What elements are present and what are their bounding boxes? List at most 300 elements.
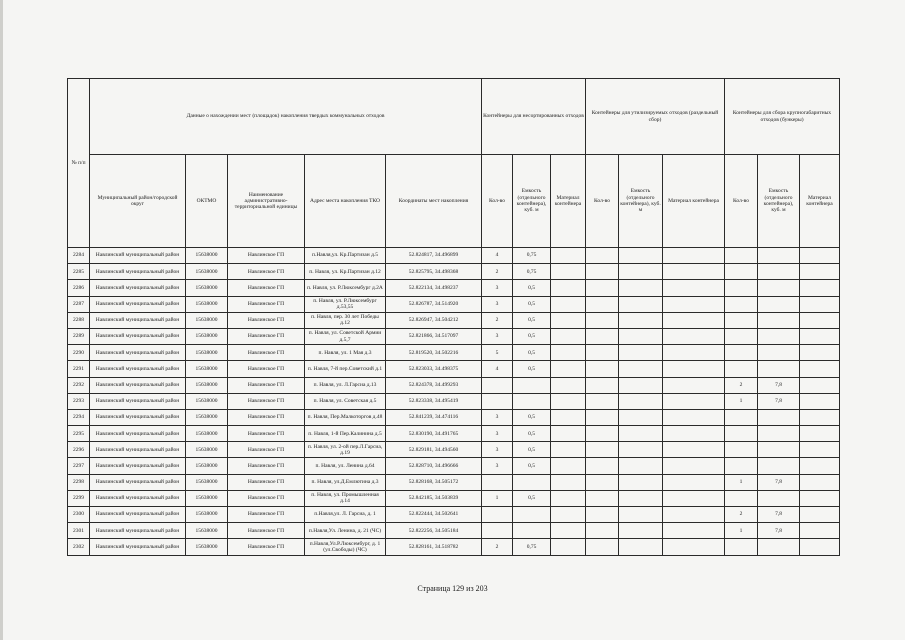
table-row <box>68 507 840 523</box>
unit-cell: Навлинское ГП <box>228 312 305 328</box>
bulky-material-cell <box>800 426 840 442</box>
unsorted-qty-cell <box>482 393 513 409</box>
recycle-qty-cell <box>586 490 619 506</box>
bulky-qty-cell: 1 <box>725 523 758 539</box>
bulky-capacity-cell <box>758 264 800 280</box>
unsorted-qty-cell <box>482 523 513 539</box>
coords-cell: 52.822134, 34.498237 <box>386 280 482 296</box>
district-cell: Навлинский муниципальный район <box>90 296 186 312</box>
coords-cell: 52.824817, 34.496899 <box>386 248 482 264</box>
address-cell: п. Навля, ул. Р.Люксембург д.53,55 <box>305 296 386 312</box>
row-number: 2287 <box>68 296 90 312</box>
oktmo-cell: 15638000 <box>186 345 228 361</box>
district-cell: Навлинский муниципальный район <box>90 490 186 506</box>
recycle-material-cell <box>663 442 725 458</box>
header-location-group: Данные о нахождении мест (площадок) накопления твердых коммунальных отходов <box>90 79 482 155</box>
unsorted-material-cell <box>551 507 586 523</box>
header-address: Адрес места накопления ТКО <box>305 155 386 248</box>
district-cell: Навлинский муниципальный район <box>90 507 186 523</box>
bulky-qty-cell <box>725 328 758 344</box>
recycle-material-cell <box>663 264 725 280</box>
unit-cell: Навлинское ГП <box>228 507 305 523</box>
unsorted-capacity-cell: 0,5 <box>513 280 551 296</box>
district-cell: Навлинский муниципальный район <box>90 393 186 409</box>
page-edge <box>0 0 3 640</box>
page-footer: Страница 129 из 203 <box>417 584 488 593</box>
oktmo-cell: 15638000 <box>186 409 228 425</box>
header-bulky-group: Контейнеры для сбора крупногабаритных отходов (бункеры) <box>725 79 840 155</box>
unsorted-capacity-cell: 0,75 <box>513 539 551 555</box>
unsorted-capacity-cell: 0,75 <box>513 264 551 280</box>
oktmo-cell: 15638000 <box>186 248 228 264</box>
bulky-qty-cell <box>725 345 758 361</box>
table-body <box>68 248 840 556</box>
unit-cell: Навлинское ГП <box>228 409 305 425</box>
bulky-material-cell <box>800 393 840 409</box>
oktmo-cell: 15638000 <box>186 328 228 344</box>
bulky-capacity-cell <box>758 248 800 264</box>
oktmo-cell: 15638000 <box>186 361 228 377</box>
unsorted-material-cell <box>551 393 586 409</box>
header-recycle-group: Контейнеры для утилизируемых отходов (раздельный сбор) <box>586 79 725 155</box>
unsorted-qty-cell <box>482 474 513 490</box>
district-cell: Навлинский муниципальный район <box>90 361 186 377</box>
header-oktmo: ОКТМО <box>186 155 228 248</box>
address-cell: п. Навля, ул. Ленина д.64 <box>305 458 386 474</box>
recycle-capacity-cell <box>619 539 663 555</box>
table-row <box>68 474 840 490</box>
table-row <box>68 312 840 328</box>
recycle-material-cell <box>663 523 725 539</box>
address-cell: п.Навля,ул. Л. Гарсиа, д. 1 <box>305 507 386 523</box>
recycle-capacity-cell <box>619 361 663 377</box>
address-cell: п. Навля, ул. Советской Армии д.5,7 <box>305 328 386 344</box>
bulky-material-cell <box>800 280 840 296</box>
unit-cell: Навлинское ГП <box>228 474 305 490</box>
bulky-material-cell <box>800 264 840 280</box>
recycle-material-cell <box>663 361 725 377</box>
unsorted-capacity-cell: 0,5 <box>513 345 551 361</box>
table-row <box>68 393 840 409</box>
unsorted-material-cell <box>551 248 586 264</box>
bulky-qty-cell: 2 <box>725 377 758 393</box>
bulky-capacity-cell: 7,8 <box>758 474 800 490</box>
address-cell: п. Навля, ул. 2-ой пер.Л.Гарсиа, д.19 <box>305 442 386 458</box>
unsorted-capacity-cell: 0,75 <box>513 248 551 264</box>
bulky-qty-cell <box>725 442 758 458</box>
coords-cell: 52.821866, 34.517097 <box>386 328 482 344</box>
coords-cell: 52.828161, 34.518782 <box>386 539 482 555</box>
recycle-qty-cell <box>586 248 619 264</box>
recycle-qty-cell <box>586 264 619 280</box>
recycle-material-cell <box>663 490 725 506</box>
district-cell: Навлинский муниципальный район <box>90 328 186 344</box>
header-recycle-capacity: Емкость (отдельного контейнера), куб. м <box>619 155 663 248</box>
recycle-capacity-cell <box>619 296 663 312</box>
unsorted-qty-cell: 3 <box>482 280 513 296</box>
district-cell: Навлинский муниципальный район <box>90 474 186 490</box>
row-number: 2289 <box>68 328 90 344</box>
row-number: 2295 <box>68 426 90 442</box>
address-cell: п. Навля, ул. 1 Мая д.3 <box>305 345 386 361</box>
bulky-material-cell <box>800 474 840 490</box>
table-row <box>68 490 840 506</box>
oktmo-cell: 15638000 <box>186 458 228 474</box>
header-bulky-qty: Кол-во <box>725 155 758 248</box>
unit-cell: Навлинское ГП <box>228 377 305 393</box>
unsorted-capacity-cell <box>513 523 551 539</box>
table-row <box>68 442 840 458</box>
unit-cell: Навлинское ГП <box>228 264 305 280</box>
oktmo-cell: 15638000 <box>186 490 228 506</box>
unsorted-qty-cell <box>482 377 513 393</box>
oktmo-cell: 15638000 <box>186 539 228 555</box>
bulky-capacity-cell <box>758 280 800 296</box>
unsorted-qty-cell: 3 <box>482 328 513 344</box>
header-bulky-capacity: Емкость (отдельного контейнера), куб. м <box>758 155 800 248</box>
bulky-qty-cell <box>725 248 758 264</box>
row-number: 2298 <box>68 474 90 490</box>
recycle-capacity-cell <box>619 377 663 393</box>
bulky-qty-cell <box>725 539 758 555</box>
recycle-qty-cell <box>586 409 619 425</box>
recycle-material-cell <box>663 458 725 474</box>
row-number: 2301 <box>68 523 90 539</box>
unsorted-material-cell <box>551 458 586 474</box>
table-row <box>68 426 840 442</box>
row-number: 2296 <box>68 442 90 458</box>
recycle-material-cell <box>663 507 725 523</box>
bulky-capacity-cell <box>758 539 800 555</box>
bulky-capacity-cell <box>758 345 800 361</box>
bulky-material-cell <box>800 248 840 264</box>
recycle-qty-cell <box>586 507 619 523</box>
unsorted-material-cell <box>551 474 586 490</box>
row-number: 2299 <box>68 490 90 506</box>
unsorted-capacity-cell <box>513 507 551 523</box>
recycle-material-cell <box>663 248 725 264</box>
recycle-capacity-cell <box>619 409 663 425</box>
recycle-qty-cell <box>586 458 619 474</box>
oktmo-cell: 15638000 <box>186 474 228 490</box>
district-cell: Навлинский муниципальный район <box>90 312 186 328</box>
recycle-material-cell <box>663 474 725 490</box>
recycle-capacity-cell <box>619 474 663 490</box>
unsorted-material-cell <box>551 345 586 361</box>
address-cell: п. Навля, пер. 30 лет Победы д.12 <box>305 312 386 328</box>
oktmo-cell: 15638000 <box>186 426 228 442</box>
coords-cell: 52.823338, 34.495419 <box>386 393 482 409</box>
bulky-capacity-cell <box>758 458 800 474</box>
unsorted-capacity-cell: 0,5 <box>513 490 551 506</box>
recycle-qty-cell <box>586 312 619 328</box>
unit-cell: Навлинское ГП <box>228 296 305 312</box>
address-cell: п.Навля,Ул.Р.Люксембург, д. 1 (ул.Свободы) (ЧС) <box>305 539 386 555</box>
bulky-qty-cell <box>725 409 758 425</box>
row-number: 2297 <box>68 458 90 474</box>
oktmo-cell: 15638000 <box>186 312 228 328</box>
unit-cell: Навлинское ГП <box>228 248 305 264</box>
unit-cell: Навлинское ГП <box>228 426 305 442</box>
unsorted-material-cell <box>551 539 586 555</box>
table-row <box>68 280 840 296</box>
district-cell: Навлинский муниципальный район <box>90 409 186 425</box>
bulky-capacity-cell <box>758 442 800 458</box>
row-number: 2286 <box>68 280 90 296</box>
recycle-qty-cell <box>586 328 619 344</box>
recycle-material-cell <box>663 393 725 409</box>
recycle-qty-cell <box>586 377 619 393</box>
unsorted-qty-cell: 1 <box>482 490 513 506</box>
unsorted-qty-cell: 2 <box>482 312 513 328</box>
coords-cell: 52.825795, 34.498368 <box>386 264 482 280</box>
row-number: 2290 <box>68 345 90 361</box>
district-cell: Навлинский муниципальный район <box>90 539 186 555</box>
unsorted-material-cell <box>551 296 586 312</box>
recycle-capacity-cell <box>619 426 663 442</box>
coords-cell: 52.824378, 34.499293 <box>386 377 482 393</box>
coords-cell: 52.826787, 34.514920 <box>386 296 482 312</box>
recycle-qty-cell <box>586 523 619 539</box>
unit-cell: Навлинское ГП <box>228 458 305 474</box>
bulky-material-cell <box>800 507 840 523</box>
district-cell: Навлинский муниципальный район <box>90 426 186 442</box>
unsorted-qty-cell: 3 <box>482 409 513 425</box>
unsorted-material-cell <box>551 442 586 458</box>
table-row <box>68 328 840 344</box>
unit-cell: Навлинское ГП <box>228 393 305 409</box>
unsorted-capacity-cell: 0,5 <box>513 312 551 328</box>
recycle-material-cell <box>663 296 725 312</box>
coords-cell: 52.826947, 34.504212 <box>386 312 482 328</box>
header-district: Муниципальный район/городской округ <box>90 155 186 248</box>
coords-cell: 52.822444, 34.502641 <box>386 507 482 523</box>
table-row <box>68 377 840 393</box>
bulky-capacity-cell <box>758 426 800 442</box>
unit-cell: Навлинское ГП <box>228 442 305 458</box>
recycle-material-cell <box>663 539 725 555</box>
unsorted-qty-cell: 2 <box>482 264 513 280</box>
unsorted-capacity-cell: 0,5 <box>513 426 551 442</box>
unit-cell: Навлинское ГП <box>228 539 305 555</box>
header-unit: Наименование административно-территориальной единицы <box>228 155 305 248</box>
unsorted-qty-cell: 3 <box>482 442 513 458</box>
unsorted-qty-cell: 3 <box>482 426 513 442</box>
unsorted-material-cell <box>551 426 586 442</box>
row-number: 2294 <box>68 409 90 425</box>
district-cell: Навлинский муниципальный район <box>90 442 186 458</box>
header-bulky-material: Материал контейнера <box>800 155 840 248</box>
bulky-qty-cell <box>725 296 758 312</box>
recycle-capacity-cell <box>619 328 663 344</box>
unsorted-capacity-cell: 0,5 <box>513 409 551 425</box>
bulky-qty-cell <box>725 280 758 296</box>
header-unsorted-group: Контейнеры для несортированных отходов <box>482 79 586 155</box>
row-number: 2285 <box>68 264 90 280</box>
recycle-capacity-cell <box>619 345 663 361</box>
district-cell: Навлинский муниципальный район <box>90 248 186 264</box>
address-cell: п.Навля,ул. Кр.Партизан д.5 <box>305 248 386 264</box>
recycle-material-cell <box>663 409 725 425</box>
unsorted-capacity-cell: 0,5 <box>513 458 551 474</box>
unsorted-capacity-cell <box>513 377 551 393</box>
oktmo-cell: 15638000 <box>186 442 228 458</box>
bulky-capacity-cell <box>758 296 800 312</box>
row-number: 2300 <box>68 507 90 523</box>
recycle-qty-cell <box>586 474 619 490</box>
header-coords: Координаты мест накопления <box>386 155 482 248</box>
district-cell: Навлинский муниципальный район <box>90 264 186 280</box>
address-cell: п. Навля, Пер.Малкоторгов д.48 <box>305 409 386 425</box>
bulky-material-cell <box>800 539 840 555</box>
recycle-material-cell <box>663 312 725 328</box>
bulky-capacity-cell: 7,8 <box>758 393 800 409</box>
bulky-capacity-cell <box>758 328 800 344</box>
bulky-qty-cell: 2 <box>725 507 758 523</box>
row-number: 2292 <box>68 377 90 393</box>
oktmo-cell: 15638000 <box>186 264 228 280</box>
unsorted-qty-cell: 3 <box>482 458 513 474</box>
district-cell: Навлинский муниципальный район <box>90 345 186 361</box>
row-number: 2302 <box>68 539 90 555</box>
unsorted-qty-cell: 3 <box>482 296 513 312</box>
recycle-qty-cell <box>586 296 619 312</box>
unsorted-material-cell <box>551 409 586 425</box>
bulky-qty-cell <box>725 426 758 442</box>
bulky-material-cell <box>800 442 840 458</box>
district-cell: Навлинский муниципальный район <box>90 377 186 393</box>
bulky-material-cell <box>800 328 840 344</box>
coords-cell: 52.828710, 34.496666 <box>386 458 482 474</box>
recycle-material-cell <box>663 328 725 344</box>
coords-cell: 52.822256, 34.505184 <box>386 523 482 539</box>
coords-cell: 52.823033, 34.498375 <box>386 361 482 377</box>
recycle-material-cell <box>663 345 725 361</box>
table-row <box>68 523 840 539</box>
bulky-qty-cell <box>725 458 758 474</box>
header-recycle-material: Материал контейнера <box>663 155 725 248</box>
header-unsorted-material: Материал контейнера <box>551 155 586 248</box>
address-cell: п. Навля, 7-й пер.Советский д.1 <box>305 361 386 377</box>
bulky-capacity-cell <box>758 361 800 377</box>
recycle-qty-cell <box>586 280 619 296</box>
bulky-qty-cell <box>725 312 758 328</box>
header-num: № п/п <box>68 79 90 248</box>
unsorted-capacity-cell: 0,5 <box>513 442 551 458</box>
unit-cell: Навлинское ГП <box>228 523 305 539</box>
row-number: 2284 <box>68 248 90 264</box>
recycle-qty-cell <box>586 539 619 555</box>
bulky-capacity-cell: 7,8 <box>758 523 800 539</box>
unsorted-capacity-cell: 0,5 <box>513 361 551 377</box>
address-cell: п. Навля, ул. Кр.Партизан д.12 <box>305 264 386 280</box>
recycle-qty-cell <box>586 442 619 458</box>
coords-cell: 52.841239, 34.474116 <box>386 409 482 425</box>
header-unsorted-capacity: Емкость (отдельного контейнера), куб. м <box>513 155 551 248</box>
address-cell: п. Навля, ул. Л.Гарсиа д.13 <box>305 377 386 393</box>
recycle-capacity-cell <box>619 442 663 458</box>
bulky-qty-cell <box>725 264 758 280</box>
address-cell: п. Навля, ул. Промышленная д.14 <box>305 490 386 506</box>
recycle-qty-cell <box>586 393 619 409</box>
recycle-capacity-cell <box>619 490 663 506</box>
unit-cell: Навлинское ГП <box>228 328 305 344</box>
unit-cell: Навлинское ГП <box>228 361 305 377</box>
unsorted-material-cell <box>551 377 586 393</box>
recycle-capacity-cell <box>619 248 663 264</box>
recycle-capacity-cell <box>619 507 663 523</box>
unit-cell: Навлинское ГП <box>228 280 305 296</box>
bulky-qty-cell: 1 <box>725 393 758 409</box>
oktmo-cell: 15638000 <box>186 523 228 539</box>
recycle-capacity-cell <box>619 458 663 474</box>
unsorted-material-cell <box>551 312 586 328</box>
coords-cell: 52.819520, 34.502216 <box>386 345 482 361</box>
row-number: 2291 <box>68 361 90 377</box>
unsorted-qty-cell: 4 <box>482 248 513 264</box>
oktmo-cell: 15638000 <box>186 296 228 312</box>
recycle-capacity-cell <box>619 264 663 280</box>
bulky-material-cell <box>800 523 840 539</box>
unsorted-capacity-cell: 0,5 <box>513 296 551 312</box>
oktmo-cell: 15638000 <box>186 280 228 296</box>
bulky-material-cell <box>800 409 840 425</box>
bulky-material-cell <box>800 458 840 474</box>
oktmo-cell: 15638000 <box>186 393 228 409</box>
unsorted-qty-cell: 5 <box>482 345 513 361</box>
unsorted-material-cell <box>551 280 586 296</box>
recycle-material-cell <box>663 426 725 442</box>
unsorted-material-cell <box>551 490 586 506</box>
bulky-material-cell <box>800 312 840 328</box>
register-table <box>67 78 840 556</box>
table-row <box>68 345 840 361</box>
table-row <box>68 361 840 377</box>
oktmo-cell: 15638000 <box>186 507 228 523</box>
unsorted-material-cell <box>551 264 586 280</box>
unsorted-capacity-cell: 0,5 <box>513 328 551 344</box>
bulky-material-cell <box>800 296 840 312</box>
unit-cell: Навлинское ГП <box>228 345 305 361</box>
recycle-material-cell <box>663 377 725 393</box>
coords-cell: 52.829181, 34.494560 <box>386 442 482 458</box>
unit-cell: Навлинское ГП <box>228 490 305 506</box>
coords-cell: 52.842185, 34.503839 <box>386 490 482 506</box>
unsorted-capacity-cell <box>513 474 551 490</box>
bulky-material-cell <box>800 361 840 377</box>
header-unsorted-qty: Кол-во <box>482 155 513 248</box>
address-cell: п. Навля, ул.Д.Емлютина д.3 <box>305 474 386 490</box>
unsorted-material-cell <box>551 523 586 539</box>
table-row <box>68 264 840 280</box>
bulky-capacity-cell: 7,8 <box>758 507 800 523</box>
recycle-capacity-cell <box>619 280 663 296</box>
unsorted-qty-cell <box>482 507 513 523</box>
recycle-capacity-cell <box>619 393 663 409</box>
coords-cell: 52.828168, 34.505172 <box>386 474 482 490</box>
table-row <box>68 409 840 425</box>
recycle-qty-cell <box>586 361 619 377</box>
bulky-capacity-cell <box>758 409 800 425</box>
table-row <box>68 539 840 555</box>
unsorted-capacity-cell <box>513 393 551 409</box>
district-cell: Навлинский муниципальный район <box>90 280 186 296</box>
address-cell: п. Навля, ул. Р.Люксембург д.2А <box>305 280 386 296</box>
recycle-qty-cell <box>586 426 619 442</box>
unsorted-qty-cell: 4 <box>482 361 513 377</box>
unsorted-qty-cell: 2 <box>482 539 513 555</box>
bulky-material-cell <box>800 490 840 506</box>
